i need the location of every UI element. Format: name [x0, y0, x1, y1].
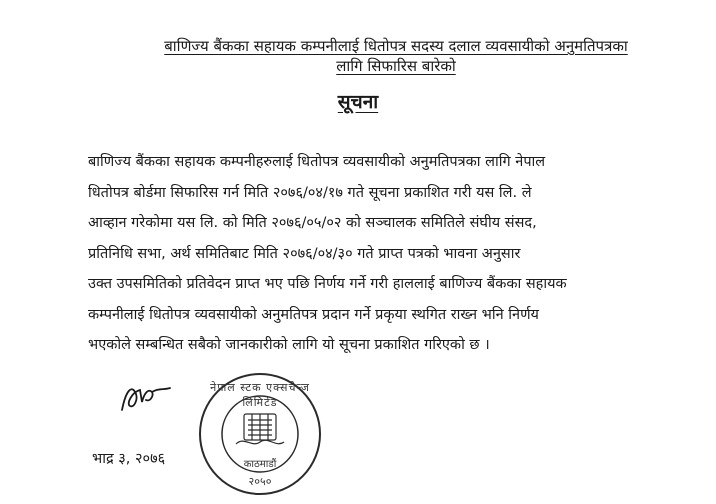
notice-title: सूचना — [337, 91, 379, 113]
notice-body — [88, 147, 678, 361]
stamp-city: काठमाडौं — [243, 459, 277, 470]
stamp-year: २०५० — [248, 475, 272, 488]
body-line-5: उक्त उपसमितिको प्रतिवेदन प्राप्त भए पछि निर्णय गर्ने गरी हाललाई बाणिज्य बैंकका सहायक — [88, 276, 567, 292]
heading-line-2: लागि सिफारिस बारेको — [336, 57, 456, 75]
organization-stamp — [196, 370, 324, 498]
body-line-3: आव्हान गरेकोमा यस लि. को मिति २०७६/०५/०२ को सञ्चालक समितिले संघीय संसद, — [88, 215, 537, 231]
body-line-7: भएकोले सम्बन्धित सबैको जानकारीको लागि यो सूचना प्रकाशित गरिएको छ । — [88, 337, 490, 353]
body-line-1: बाणिज्य बैंकका सहायक कम्पनीहरुलाई धितोपत्र व्यवसायीको अनुमतिपत्रका लागि नेपाल — [88, 154, 546, 170]
notice-heading — [96, 36, 696, 76]
signature — [116, 380, 176, 416]
stamp-org-name: नेपाल स्टक एक्सचेन्ज लिमिटेड — [210, 381, 310, 409]
body-line-6: कम्पनीलाई धितोपत्र व्यवसायीको अनुमतिपत्र प्रदान गर्ने प्रकृया स्थगित राख्न भनि निर्णय — [88, 306, 539, 323]
body-line-4: प्रतिनिधि सभा, अर्थ समितिबाट मिति २०७६/०४/३० गते प्राप्त पत्रको भावना अनुसार — [88, 245, 521, 262]
heading-line-1: बाणिज्य बैंकका सहायक कम्पनीलाई धितोपत्र सदस्य दलाल व्यवसायीको अनुमतिपत्रका — [164, 37, 628, 55]
body-line-2: धितोपत्र बोर्डमा सिफारिस गर्न मिति २०७६/०४/१७ गते सूचना प्रकाशित गरी यस लि. ले — [88, 184, 532, 201]
notice-date: भाद्र ३, २०७६ — [92, 451, 166, 467]
